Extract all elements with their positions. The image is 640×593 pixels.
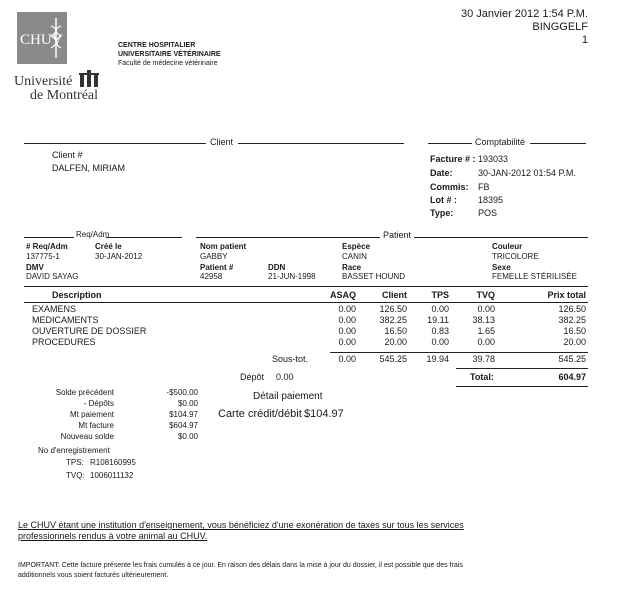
ddn-value: 21-JUN-1998 [268,272,316,281]
sex-value: FEMELLE STÉRILISÉE [492,272,577,281]
org-line1: CENTRE HOSPITALIER [118,42,196,49]
deposit-label: Dépôt [240,372,265,382]
tax-exemption-line1: Le CHUV étant une institution d'enseignement, vous bénéficiez d'une exonération de taxes sur tous les services [18,520,464,530]
invoice-label: Facture # : [430,154,476,164]
registration-label: No d'enregistrement [38,446,110,455]
lot-label: Lot # : [430,195,457,205]
client-section-title: Client [210,137,234,147]
invoice-amount-value: $604.97 [169,421,198,430]
created-label: Créé le [95,242,122,251]
chuv-logo: CHUV [17,12,67,64]
col-description: Description [52,290,102,300]
accounting-section-title: Comptabilité [475,137,526,147]
grand-total-label: Total: [470,372,494,382]
patient-id-value: 42958 [200,272,223,281]
org-line3: Faculté de médecine vétérinaire [118,60,218,67]
invoice-value: 193033 [478,154,509,164]
grand-total-value: 604.97 [558,372,586,382]
client-number-label: Client # [52,150,83,160]
col-tvq: TVQ [476,290,495,300]
clerk-value: FB [478,182,490,192]
org-line2: UNIVERSITAIRE VÉTÉRINAIRE [118,51,221,58]
lot-value: 18395 [478,195,504,205]
type-value: POS [478,208,498,218]
patient-section-title: Patient [383,230,412,240]
payment-method: Carte crédit/débit [218,408,302,420]
client-name: DALFEN, MIRIAM [52,163,126,173]
patient-name-value: GABBY [200,252,228,261]
print-datetime: 30 Janvier 2012 1:54 P.M. [461,8,588,20]
color-value: TRICOLORE [492,252,539,261]
previous-balance-label: Solde précédent [55,388,114,397]
previous-balance-value: -$500.00 [166,388,198,397]
sex-label: Sexe [492,263,511,272]
payment-detail-title: Détail paiement [253,391,323,402]
clerk-label: Commis: [430,182,469,192]
col-total: Prix total [547,290,586,300]
request-number-label: # Req/Adm [26,242,68,251]
ddn-label: DDN [268,263,286,272]
university-crest-icon [78,67,100,89]
col-asaq: ASAQ [329,290,356,300]
payment-amount-value: $104.97 [169,410,198,419]
tvq-reg-value: 1006011132 [90,471,134,480]
new-balance-value: $0.00 [177,432,198,441]
patient-id-label: Patient # [200,263,234,272]
created-value: 30-JAN-2012 [95,252,143,261]
payment-amount: $104.97 [304,408,344,420]
deposits-value: $0.00 [177,399,198,408]
type-label: Type: [430,208,454,218]
university-name-line1: Université [14,74,73,89]
tax-exemption-line2: professionnels rendus à votre animal au CHUV. [18,531,208,541]
subtotal-label: Sous-tot. [272,354,309,364]
page-number: 1 [581,34,588,46]
breed-value: BASSET HOUND [342,272,405,281]
tvq-reg-label: TVQ: [66,471,85,480]
dmv-value: DAVID SAYAG [26,272,79,281]
payment-amount-label: Mt paiement [69,410,114,419]
tps-reg-label: TPS: [66,458,84,467]
dmv-label: DMV [26,263,44,272]
col-tps: TPS [431,290,449,300]
university-name-line2: de Montréal [30,88,99,103]
species-value: CANIN [342,252,367,261]
deposit-value: 0.00 [276,372,294,382]
print-user: BINGGELF [532,21,588,33]
col-client: Client [381,290,407,300]
breed-label: Race [342,263,362,272]
species-label: Espèce [342,242,371,251]
important-notice-line1: IMPORTANT: Cette facture présente les frais cumulés à ce jour. En raison des délais dans la mise à jour du dossier, il est possible que des frais [18,562,463,569]
new-balance-label: Nouveau solde [60,432,114,441]
caduceus-icon [47,16,65,60]
date-label: Date: [430,168,453,178]
important-notice-line2: additionnels vous soient facturés ultérieurement. [18,572,169,579]
color-label: Couleur [492,242,523,251]
request-number-value: 137775-1 [26,252,60,261]
request-section-title: Req/Adm [76,230,110,239]
tps-reg-value: R108160995 [90,458,136,467]
patient-name-label: Nom patient [200,242,247,251]
date-value: 30-JAN-2012 01:54 P.M. [478,168,576,178]
deposits-label: - Dépôts [83,399,114,408]
invoice-amount-label: Mt facture [78,421,114,430]
